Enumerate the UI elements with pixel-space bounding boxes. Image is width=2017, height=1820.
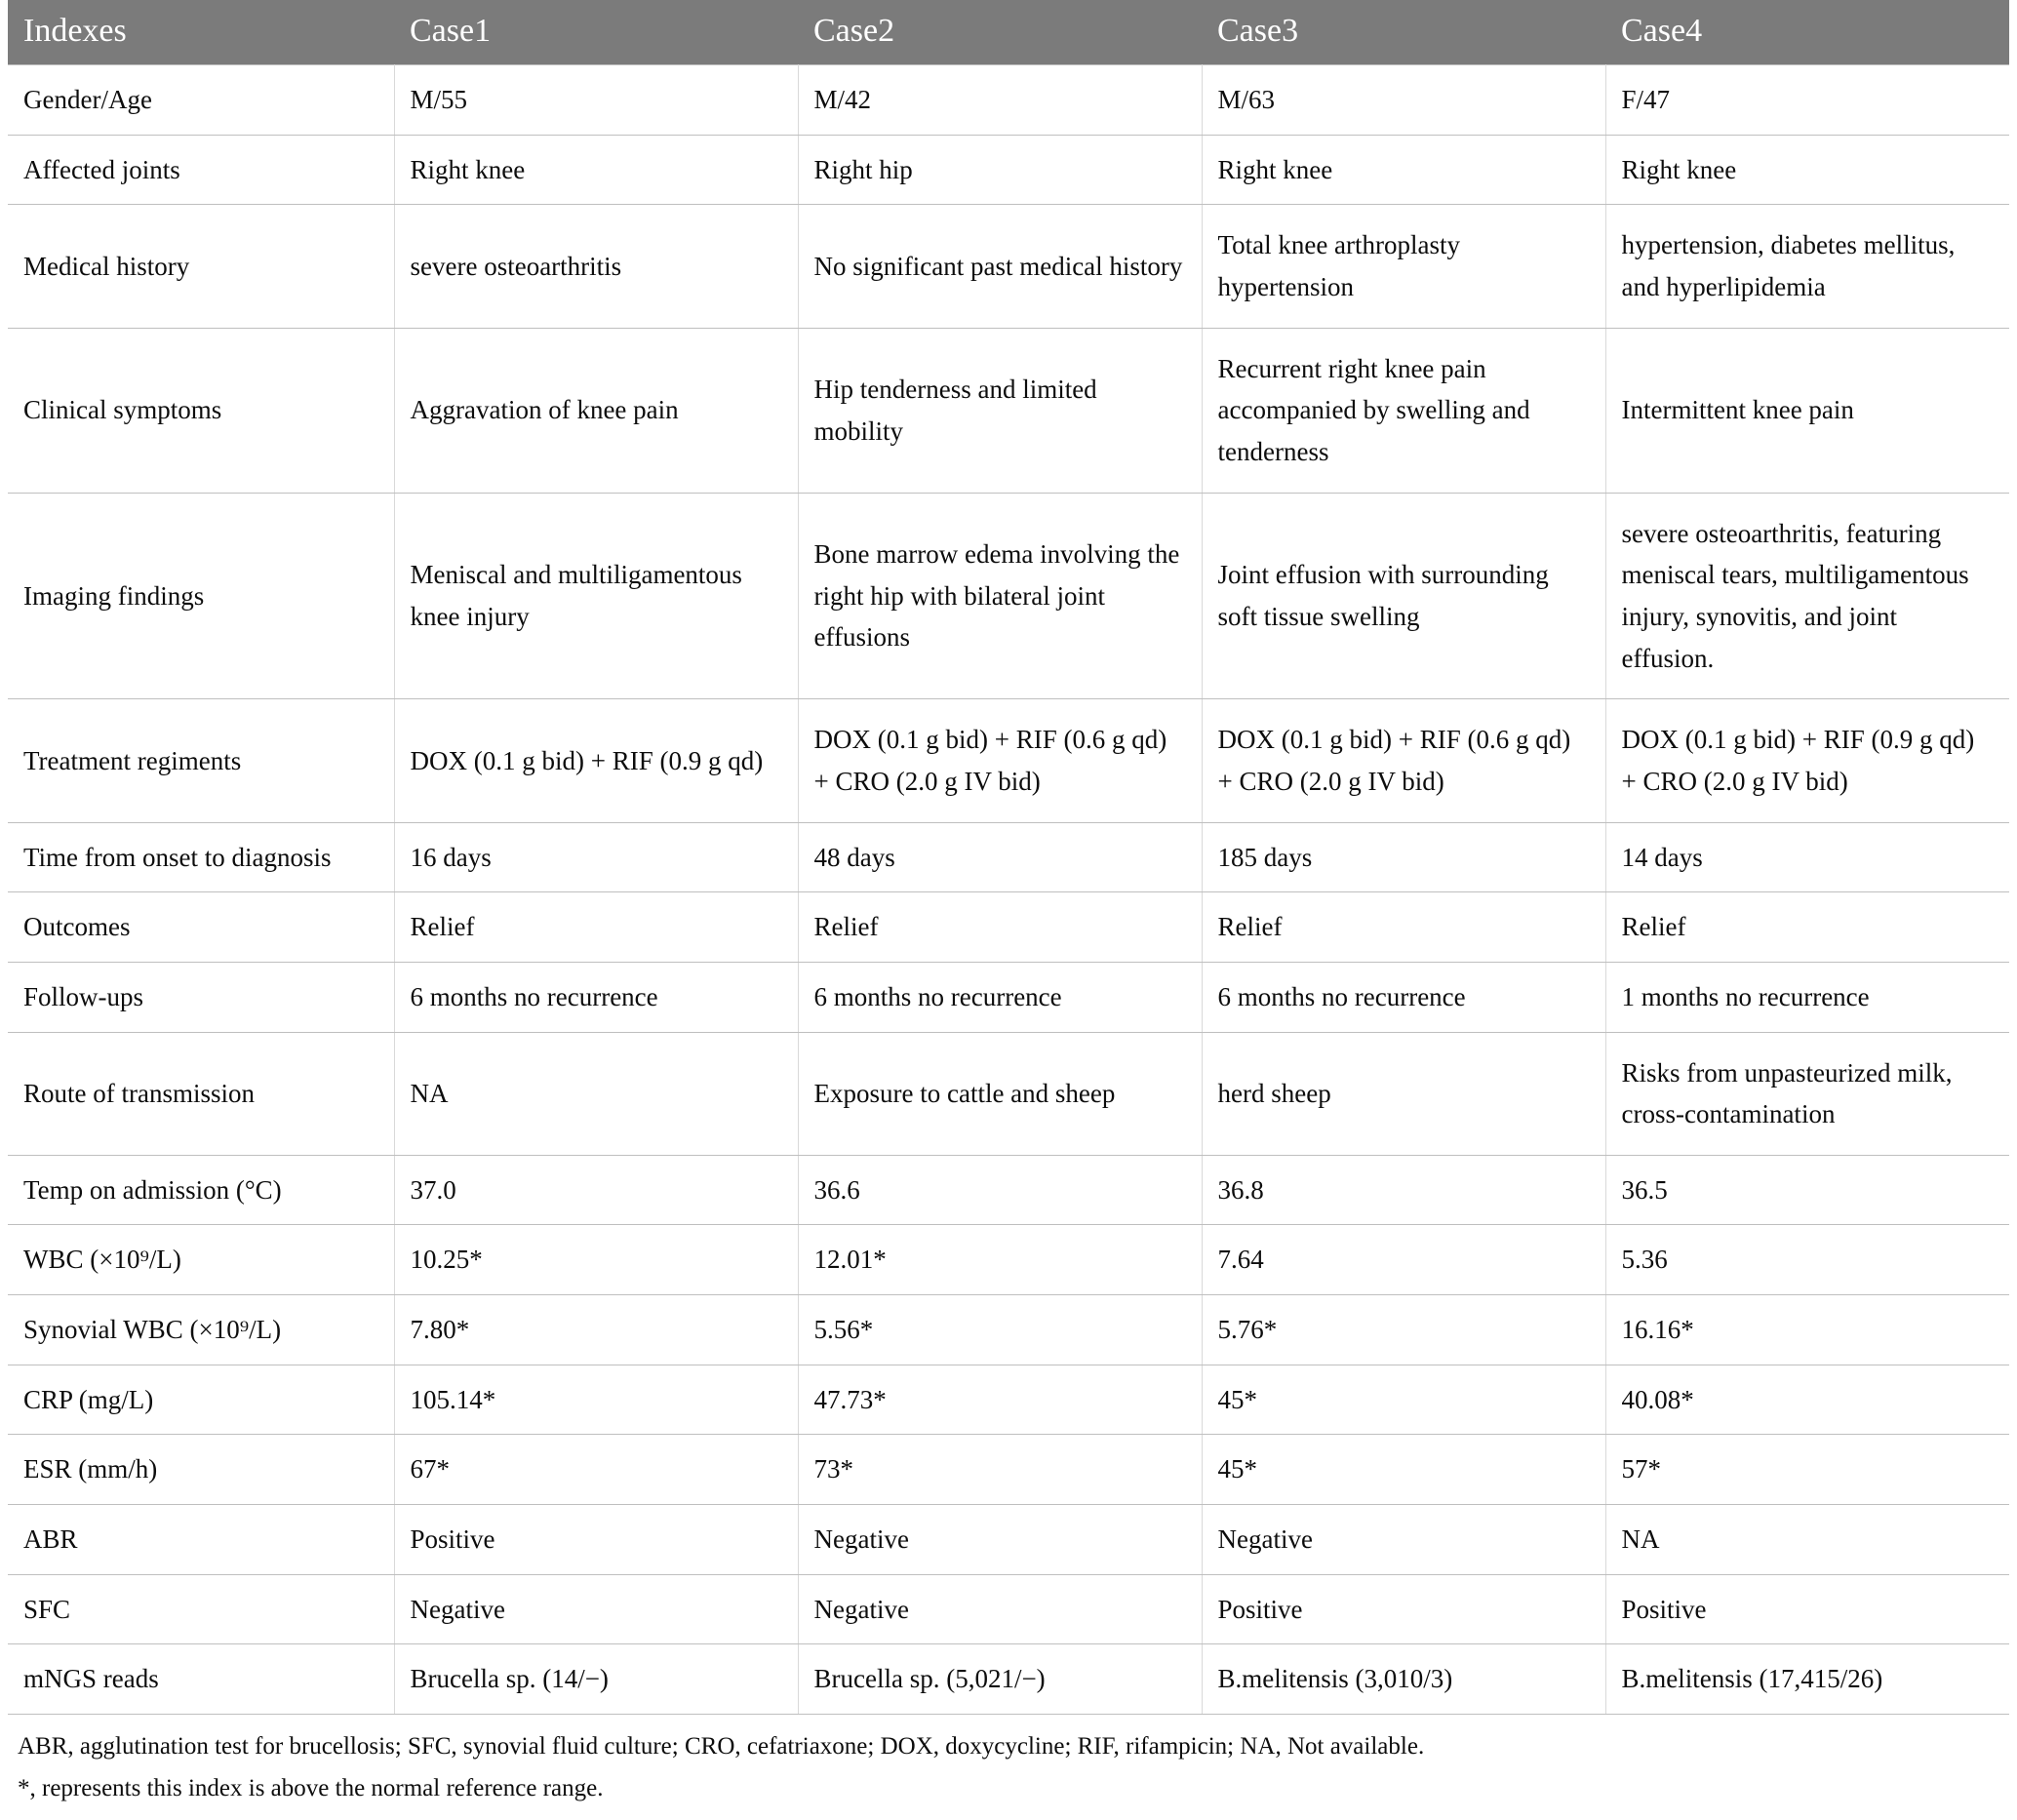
cell-case3: B.melitensis (3,010/3): [1202, 1644, 1605, 1715]
row-label: Synovial WBC (×10⁹/L): [8, 1295, 394, 1365]
footnote-asterisk: *, represents this index is above the normal reference range.: [18, 1774, 604, 1801]
cell-case4: B.melitensis (17,415/26): [1605, 1644, 2009, 1715]
cell-case1: 7.80*: [394, 1295, 798, 1365]
cell-case3: 45*: [1202, 1435, 1605, 1505]
cell-case1: Aggravation of knee pain: [394, 328, 798, 493]
cell-case4: Positive: [1605, 1574, 2009, 1644]
cell-case4: Right knee: [1605, 135, 2009, 205]
cell-case1: Brucella sp. (14/−): [394, 1644, 798, 1715]
table-row: [8, 699, 2009, 822]
cell-case1: 10.25*: [394, 1225, 798, 1295]
table-row: [8, 1365, 2009, 1435]
cell-case1: Meniscal and multiligamentous knee injury: [394, 493, 798, 699]
cell-case1: severe osteoarthritis: [394, 205, 798, 328]
cell-case1: 105.14*: [394, 1365, 798, 1435]
cell-case3: 5.76*: [1202, 1295, 1605, 1365]
row-label: ESR (mm/h): [8, 1435, 394, 1505]
cell-case3: 185 days: [1202, 822, 1605, 892]
row-label: Affected joints: [8, 135, 394, 205]
row-label: Imaging findings: [8, 493, 394, 699]
column-header-case1: Case1: [394, 0, 798, 65]
cell-case2: Brucella sp. (5,021/−): [798, 1644, 1202, 1715]
cell-case3: Positive: [1202, 1574, 1605, 1644]
row-label: Gender/Age: [8, 65, 394, 136]
cell-case3: Negative: [1202, 1505, 1605, 1575]
cell-case3: 36.8: [1202, 1155, 1605, 1225]
table-row: [8, 822, 2009, 892]
cell-case2: 36.6: [798, 1155, 1202, 1225]
row-label: ABR: [8, 1505, 394, 1575]
cell-case3: Total knee arthroplasty hypertension: [1202, 205, 1605, 328]
table-row: [8, 328, 2009, 493]
table-row: [8, 962, 2009, 1032]
column-header-case3: Case3: [1202, 0, 1605, 65]
cell-case3: Recurrent right knee pain accompanied by swelling and tenderness: [1202, 328, 1605, 493]
cell-case3: Relief: [1202, 892, 1605, 963]
row-label: mNGS reads: [8, 1644, 394, 1715]
cell-case3: 45*: [1202, 1365, 1605, 1435]
cell-case1: DOX (0.1 g bid) + RIF (0.9 g qd): [394, 699, 798, 822]
cell-case4: 36.5: [1605, 1155, 2009, 1225]
cell-case4: hypertension, diabetes mellitus, and hyperlipidemia: [1605, 205, 2009, 328]
cell-case4: Intermittent knee pain: [1605, 328, 2009, 493]
table-row: [8, 1295, 2009, 1365]
table-header-row: [8, 0, 2009, 65]
cell-case2: Right hip: [798, 135, 1202, 205]
row-label: Treatment regiments: [8, 699, 394, 822]
table-row: [8, 493, 2009, 699]
cell-case3: Right knee: [1202, 135, 1605, 205]
row-label: Follow-ups: [8, 962, 394, 1032]
cell-case3: Joint effusion with surrounding soft tissue swelling: [1202, 493, 1605, 699]
cell-case3: DOX (0.1 g bid) + RIF (0.6 g qd) + CRO (2.0 g IV bid): [1202, 699, 1605, 822]
cell-case2: 48 days: [798, 822, 1202, 892]
table-row: [8, 135, 2009, 205]
cell-case2: Relief: [798, 892, 1202, 963]
cell-case2: Bone marrow edema involving the right hip with bilateral joint effusions: [798, 493, 1202, 699]
table-row: [8, 892, 2009, 963]
row-label: Medical history: [8, 205, 394, 328]
table-row: [8, 1435, 2009, 1505]
cell-case4: Risks from unpasteurized milk, cross-contamination: [1605, 1032, 2009, 1155]
cell-case3: M/63: [1202, 65, 1605, 136]
cell-case2: Hip tenderness and limited mobility: [798, 328, 1202, 493]
cell-case2: DOX (0.1 g bid) + RIF (0.6 g qd) + CRO (2.0 g IV bid): [798, 699, 1202, 822]
cell-case2: Exposure to cattle and sheep: [798, 1032, 1202, 1155]
cell-case1: Right knee: [394, 135, 798, 205]
cell-case1: 16 days: [394, 822, 798, 892]
row-label: Clinical symptoms: [8, 328, 394, 493]
row-label: WBC (×10⁹/L): [8, 1225, 394, 1295]
cell-case4: DOX (0.1 g bid) + RIF (0.9 g qd) + CRO (2.0 g IV bid): [1605, 699, 2009, 822]
cell-case4: severe osteoarthritis, featuring meniscal tears, multiligamentous injury, synovitis, and joint effusion.: [1605, 493, 2009, 699]
column-header-case2: Case2: [798, 0, 1202, 65]
cell-case2: M/42: [798, 65, 1202, 136]
cell-case4: Relief: [1605, 892, 2009, 963]
case-comparison-table: [8, 0, 2009, 1715]
table-row: [8, 1155, 2009, 1225]
row-label: Route of transmission: [8, 1032, 394, 1155]
row-label: SFC: [8, 1574, 394, 1644]
cell-case2: Negative: [798, 1574, 1202, 1644]
cell-case1: M/55: [394, 65, 798, 136]
cell-case2: No significant past medical history: [798, 205, 1202, 328]
cell-case2: 12.01*: [798, 1225, 1202, 1295]
cell-case1: 67*: [394, 1435, 798, 1505]
row-label: Temp on admission (°C): [8, 1155, 394, 1225]
table-row: [8, 1032, 2009, 1155]
cell-case4: 1 months no recurrence: [1605, 962, 2009, 1032]
cell-case4: 16.16*: [1605, 1295, 2009, 1365]
cell-case4: 5.36: [1605, 1225, 2009, 1295]
footnote-abbreviations: ABR, agglutination test for brucellosis; SFC, synovial fluid culture; CRO, cefatriaxone; DOX, doxycycline; RIF, rifampicin; NA, Not available.: [18, 1733, 1425, 1761]
cell-case4: NA: [1605, 1505, 2009, 1575]
cell-case1: Negative: [394, 1574, 798, 1644]
row-label: Time from onset to diagnosis: [8, 822, 394, 892]
cell-case4: 57*: [1605, 1435, 2009, 1505]
cell-case2: Negative: [798, 1505, 1202, 1575]
cell-case2: 5.56*: [798, 1295, 1202, 1365]
row-label: Outcomes: [8, 892, 394, 963]
column-header-case4: Case4: [1605, 0, 2009, 65]
column-header-indexes: Indexes: [8, 0, 394, 65]
cell-case2: 6 months no recurrence: [798, 962, 1202, 1032]
cell-case1: Relief: [394, 892, 798, 963]
cell-case1: 6 months no recurrence: [394, 962, 798, 1032]
table-body: [8, 65, 2009, 1715]
cell-case4: F/47: [1605, 65, 2009, 136]
row-label: CRP (mg/L): [8, 1365, 394, 1435]
cell-case1: NA: [394, 1032, 798, 1155]
cell-case1: Positive: [394, 1505, 798, 1575]
table-row: [8, 65, 2009, 136]
cell-case1: 37.0: [394, 1155, 798, 1225]
table-header: [8, 0, 2009, 65]
table-row: [8, 1225, 2009, 1295]
cell-case3: herd sheep: [1202, 1032, 1605, 1155]
table-row: [8, 1644, 2009, 1715]
cell-case3: 7.64: [1202, 1225, 1605, 1295]
cell-case4: 14 days: [1605, 822, 2009, 892]
cell-case4: 40.08*: [1605, 1365, 2009, 1435]
cell-case2: 47.73*: [798, 1365, 1202, 1435]
table-row: [8, 205, 2009, 328]
table-footnotes: [8, 1715, 2009, 1820]
cell-case3: 6 months no recurrence: [1202, 962, 1605, 1032]
table-row: [8, 1574, 2009, 1644]
cell-case2: 73*: [798, 1435, 1202, 1505]
table-row: [8, 1505, 2009, 1575]
